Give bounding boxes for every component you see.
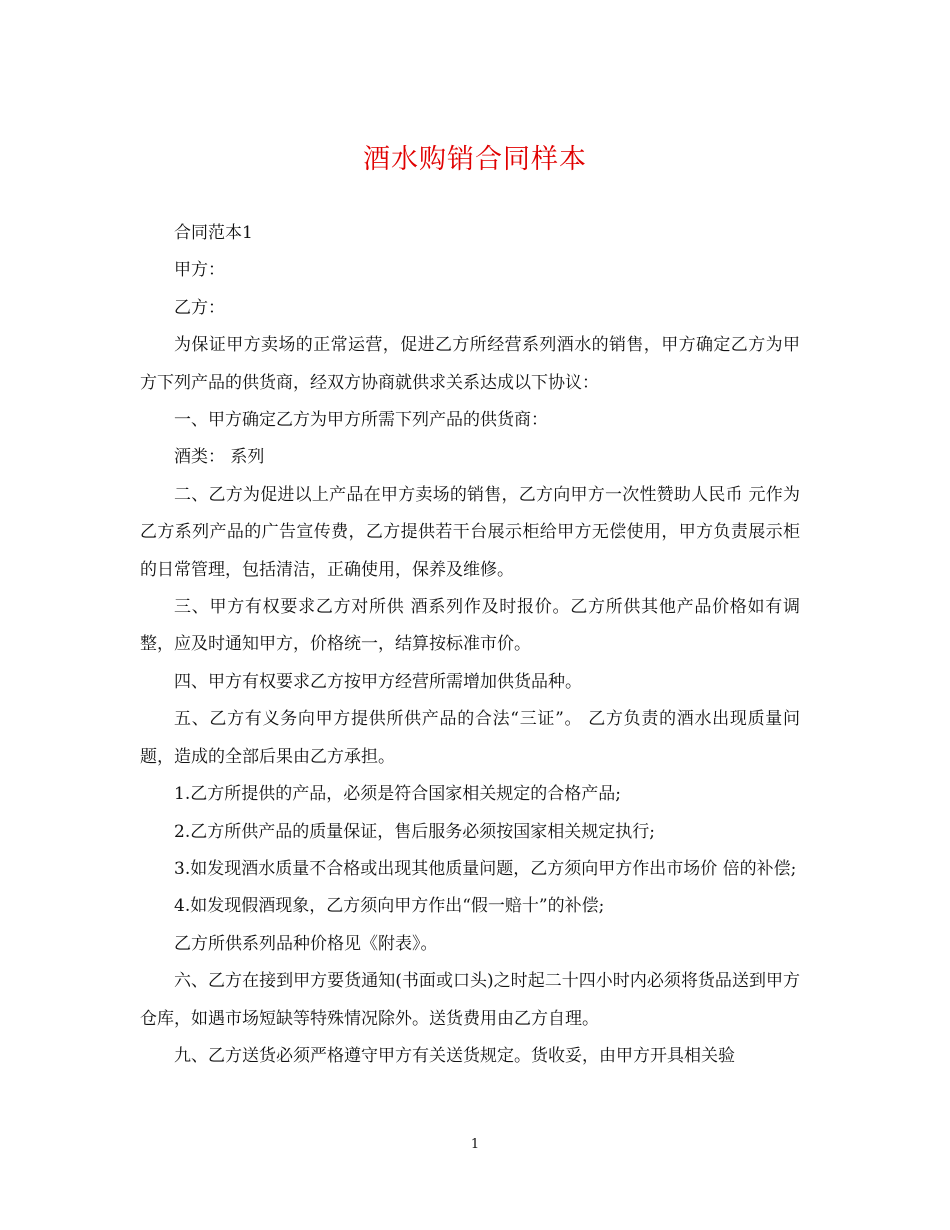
paragraph-clause-4: 四、甲方有权要求乙方按甲方经营所需增加供货品种。 xyxy=(174,671,582,692)
paragraph-item-1: 1.乙方所提供的产品，必须是符合国家相关规定的合格产品; xyxy=(174,784,621,805)
paragraph-clause-1: 一、甲方确定乙方为甲方所需下列产品的供货商： xyxy=(174,410,548,431)
page-number: 1 xyxy=(470,1137,480,1152)
paragraph-clause-9: 九、乙方送货必须严格遵守甲方有关送货规定。货收妥，由甲方开具相关验 xyxy=(174,1045,735,1066)
paragraph-item-4: 4.如发现假酒现象，乙方须向甲方作出“假一赔十”的补偿; xyxy=(174,896,605,917)
paragraph-item-2: 2.乙方所供产品的质量保证，售后服务必须按国家相关规定执行; xyxy=(174,821,655,842)
paragraph-party-a: 甲方： xyxy=(174,260,225,281)
paragraph-liquor-type: 酒类： 系列 xyxy=(174,447,265,468)
paragraph-preamble: 为保证甲方卖场的正常运营，促进乙方所经营系列酒水的销售，甲方确定乙方为甲方下列产品的供货商，经双方协商就供求关系达成以下协议： xyxy=(140,335,800,393)
paragraph-clause-3: 三、甲方有权要求乙方对所供 酒系列作及时报价。乙方所供其他产品价格如有调整，应及时通知甲方，价格统一，结算按标准市价。 xyxy=(140,597,800,655)
document-body xyxy=(140,215,800,1075)
paragraph-clause-6: 六、乙方在接到甲方要货通知(书面或口头)之时起二十四小时内必须将货品送到甲方仓库，如遇市场短缺等特殊情况除外。送货费用由乙方自理。 xyxy=(140,971,800,1029)
document-title: 酒水购销合同样本 xyxy=(363,144,587,175)
paragraph-contract-label: 合同范本1 xyxy=(174,223,253,243)
paragraph-price-list: 乙方所供系列品种价格见《附表》。 xyxy=(174,933,438,954)
paragraph-clause-5: 五、乙方有义务向甲方提供所供产品的合法“三证”。 乙方负责的酒水出现质量问题，造成的全部后果由乙方承担。 xyxy=(140,709,800,767)
paragraph-clause-2: 二、乙方为促进以上产品在甲方卖场的销售，乙方向甲方一次性赞助人民币 元作为乙方系列产品的广告宣传费，乙方提供若干台展示柜给甲方无偿使用，甲方负责展示柜的日常管理，包括清洁，正确使用，保养及维修。 xyxy=(140,484,800,580)
paragraph-item-3: 3.如发现酒水质量不合格或出现其他质量问题，乙方须向甲方作出市场价 倍的补偿; xyxy=(174,858,797,879)
paragraph-party-b: 乙方： xyxy=(174,297,225,318)
